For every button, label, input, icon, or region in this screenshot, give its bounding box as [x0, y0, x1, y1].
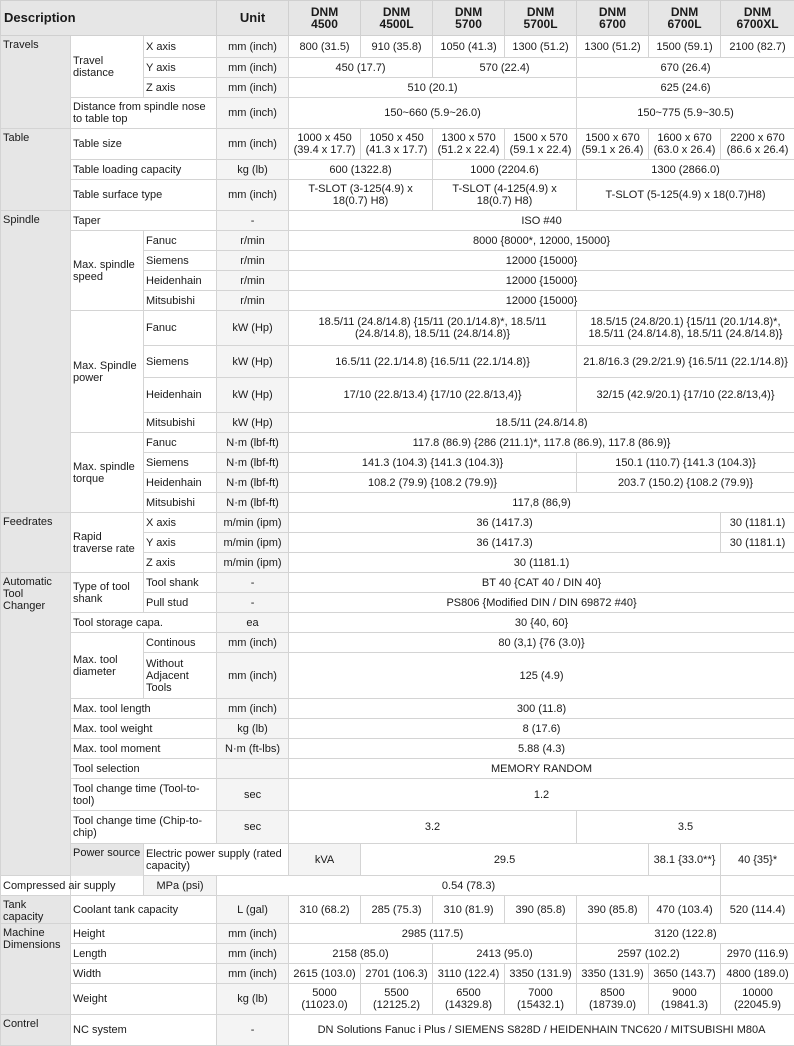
- category-cell: Contrel: [1, 1015, 71, 1046]
- value-cell: 7000 (15432.1): [505, 984, 577, 1015]
- value-cell: 5000 (11023.0): [289, 984, 361, 1015]
- unit-cell: r/min: [217, 291, 289, 311]
- label-cell: Max. tool length: [71, 699, 217, 719]
- unit-cell: mm (inch): [217, 78, 289, 98]
- value-cell: 18.5/15 (24.8/20.1) {15/11 (20.1/14.8)*, 18.5/11 (24.8/14.8), 18.5/11 (24.8/14.8)}: [577, 311, 794, 346]
- value-cell: 203.7 (150.2) {108.2 (79.9)}: [577, 473, 794, 493]
- description-header: Description: [1, 1, 217, 36]
- label-cell: X axis: [144, 513, 217, 533]
- value-cell: 30 (1181.1): [721, 533, 794, 553]
- unit-cell: r/min: [217, 231, 289, 251]
- value-cell: 2701 (106.3): [361, 964, 433, 984]
- spec-row: [1, 964, 794, 984]
- unit-cell: sec: [217, 779, 289, 811]
- spec-row: [1, 844, 794, 876]
- unit-cell: N·m (ft-lbs): [217, 739, 289, 759]
- unit-cell: sec: [217, 811, 289, 844]
- model-header: DNM 4500: [289, 1, 361, 36]
- value-cell: 117,8 (86,9): [289, 493, 794, 513]
- spec-row: [1, 924, 794, 944]
- label-cell: Width: [71, 964, 217, 984]
- value-cell: 390 (85.8): [577, 896, 649, 924]
- value-cell: 108.2 (79.9) {108.2 (79.9)}: [289, 473, 577, 493]
- unit-cell: kg (lb): [217, 160, 289, 180]
- model-header: DNM 4500L: [361, 1, 433, 36]
- label-cell: Y axis: [144, 533, 217, 553]
- value-cell: 21.8/16.3 (29.2/21.9) {16.5/11 (22.1/14.8)}: [577, 346, 794, 378]
- value-cell: DN Solutions Fanuc i Plus / SIEMENS S828D / HEIDENHAIN TNC620 / MITSUBISHI M80A: [289, 1015, 794, 1046]
- value-cell: 1.2: [289, 779, 794, 811]
- model-header: DNM 6700XL: [721, 1, 794, 36]
- value-cell: 40 {35}*: [721, 844, 794, 876]
- unit-cell: m/min (ipm): [217, 533, 289, 553]
- label-cell: Siemens: [144, 453, 217, 473]
- label-cell: Tool storage capa.: [71, 613, 217, 633]
- label-cell: Table size: [71, 129, 217, 160]
- value-cell: 3350 (131.9): [577, 964, 649, 984]
- spec-row: [1, 739, 794, 759]
- label-cell: Max. tool weight: [71, 719, 217, 739]
- unit-cell: m/min (ipm): [217, 553, 289, 573]
- value-cell: 18.5/11 (24.8/14.8) {15/11 (20.1/14.8)*, 18.5/11 (24.8/14.8), 18.5/11 (24.8/14.8)}: [289, 311, 577, 346]
- label-cell: Mitsubishi: [144, 413, 217, 433]
- header-row: [1, 1, 794, 36]
- label-cell: Fanuc: [144, 433, 217, 453]
- unit-cell: mm (inch): [217, 129, 289, 160]
- label-cell: Mitsubishi: [144, 493, 217, 513]
- spec-row: [1, 311, 794, 346]
- value-cell: T-SLOT (3-125(4.9) x 18(0.7) H8): [289, 180, 433, 211]
- label-cell: Compressed air supply: [1, 876, 144, 896]
- label-cell: Travel distance: [71, 36, 144, 98]
- value-cell: 12000 {15000}: [289, 291, 794, 311]
- label-cell: Table surface type: [71, 180, 217, 211]
- value-cell: 3650 (143.7): [649, 964, 721, 984]
- spec-row: [1, 699, 794, 719]
- unit-cell: -: [217, 211, 289, 231]
- spec-row: [1, 211, 794, 231]
- value-cell: 150.1 (110.7) {141.3 (104.3)}: [577, 453, 794, 473]
- unit-header: Unit: [217, 1, 289, 36]
- value-cell: 17/10 (22.8/13.4) {17/10 (22.8/13,4)}: [289, 378, 577, 413]
- value-cell: T-SLOT (5-125(4.9) x 18(0.7)H8): [577, 180, 794, 211]
- unit-cell: N·m (lbf-ft): [217, 493, 289, 513]
- value-cell: 3.2: [289, 811, 577, 844]
- value-cell: PS806 {Modified DIN / DIN 69872 #40}: [289, 593, 794, 613]
- label-cell: Fanuc: [144, 311, 217, 346]
- unit-cell: mm (inch): [217, 944, 289, 964]
- spec-row: [1, 1015, 794, 1046]
- unit-cell: kVA: [289, 844, 361, 876]
- label-cell: Table loading capacity: [71, 160, 217, 180]
- unit-cell: -: [217, 573, 289, 593]
- spec-row: [1, 811, 794, 844]
- label-cell: Height: [71, 924, 217, 944]
- category-cell: Spindle: [1, 211, 71, 513]
- unit-cell: mm (inch): [217, 633, 289, 653]
- value-cell: 510 (20.1): [289, 78, 577, 98]
- value-cell: 80 (3,1) {76 (3.0)}: [289, 633, 794, 653]
- label-cell: X axis: [144, 36, 217, 58]
- unit-cell: kW (Hp): [217, 311, 289, 346]
- value-cell: 150~775 (5.9~30.5): [577, 98, 794, 129]
- value-cell: 8 (17.6): [289, 719, 794, 739]
- spec-row: [1, 876, 794, 896]
- value-cell: 570 (22.4): [433, 58, 577, 78]
- value-cell: 1300 (51.2): [577, 36, 649, 58]
- value-cell: 38.1 {33.0**}: [649, 844, 721, 876]
- value-cell: 3120 (122.8): [577, 924, 794, 944]
- spec-row: [1, 129, 794, 160]
- unit-cell: mm (inch): [217, 180, 289, 211]
- spec-row: [1, 944, 794, 964]
- category-cell: Automatic Tool Changer: [1, 573, 71, 876]
- value-cell: 2615 (103.0): [289, 964, 361, 984]
- value-cell: 1500 x 670 (59.1 x 26.4): [577, 129, 649, 160]
- value-cell: 1600 x 670 (63.0 x 26.4): [649, 129, 721, 160]
- value-cell: 12000 {15000}: [289, 271, 794, 291]
- value-cell: 30 (1181.1): [721, 513, 794, 533]
- value-cell: 520 (114.4): [721, 896, 794, 924]
- label-cell: Heidenhain: [144, 473, 217, 493]
- value-cell: 5500 (12125.2): [361, 984, 433, 1015]
- label-cell: Z axis: [144, 553, 217, 573]
- model-header: DNM 5700: [433, 1, 505, 36]
- value-cell: 5.88 (4.3): [289, 739, 794, 759]
- value-cell: 390 (85.8): [505, 896, 577, 924]
- label-cell: Coolant tank capacity: [71, 896, 217, 924]
- unit-cell: mm (inch): [217, 653, 289, 699]
- spec-row: [1, 160, 794, 180]
- spec-row: [1, 759, 794, 779]
- value-cell: 16.5/11 (22.1/14.8) {16.5/11 (22.1/14.8)}: [289, 346, 577, 378]
- label-cell: Tool selection: [71, 759, 217, 779]
- label-cell: Y axis: [144, 58, 217, 78]
- value-cell: 1050 x 450 (41.3 x 17.7): [361, 129, 433, 160]
- value-cell: 30 (1181.1): [289, 553, 794, 573]
- spec-row: [1, 231, 794, 251]
- label-cell: Tool change time (Tool-to-tool): [71, 779, 217, 811]
- value-cell: 36 (1417.3): [289, 533, 721, 553]
- value-cell: 12000 {15000}: [289, 251, 794, 271]
- value-cell: 310 (68.2): [289, 896, 361, 924]
- category-cell: Table: [1, 129, 71, 211]
- value-cell: 2413 (95.0): [433, 944, 577, 964]
- value-cell: 3.5: [577, 811, 794, 844]
- value-cell: 2597 (102.2): [577, 944, 721, 964]
- value-cell: 1500 x 570 (59.1 x 22.4): [505, 129, 577, 160]
- value-cell: 8000 {8000*, 12000, 15000}: [289, 231, 794, 251]
- value-cell: 670 (26.4): [577, 58, 794, 78]
- value-cell: 1500 (59.1): [649, 36, 721, 58]
- value-cell: 300 (11.8): [289, 699, 794, 719]
- unit-cell: ea: [217, 613, 289, 633]
- spec-row: [1, 613, 794, 633]
- value-cell: 1300 (51.2): [505, 36, 577, 58]
- unit-cell: kW (Hp): [217, 378, 289, 413]
- spec-row: [1, 719, 794, 739]
- value-cell: 625 (24.6): [577, 78, 794, 98]
- value-cell: 910 (35.8): [361, 36, 433, 58]
- value-cell: 450 (17.7): [289, 58, 433, 78]
- value-cell: 36 (1417.3): [289, 513, 721, 533]
- unit-cell: N·m (lbf-ft): [217, 433, 289, 453]
- label-cell: Max. tool diameter: [71, 633, 144, 699]
- unit-cell: m/min (ipm): [217, 513, 289, 533]
- value-cell: 1000 x 450 (39.4 x 17.7): [289, 129, 361, 160]
- unit-cell: kg (lb): [217, 984, 289, 1015]
- spec-row: [1, 180, 794, 211]
- value-cell: 1300 x 570 (51.2 x 22.4): [433, 129, 505, 160]
- spec-row: [1, 98, 794, 129]
- unit-cell: MPa (psi): [144, 876, 217, 896]
- value-cell: 29.5: [361, 844, 649, 876]
- label-cell: Tool shank: [144, 573, 217, 593]
- label-cell: Heidenhain: [144, 271, 217, 291]
- spec-row: [1, 779, 794, 811]
- label-cell: Z axis: [144, 78, 217, 98]
- category-cell: Power source: [71, 844, 144, 896]
- value-cell: 0.54 (78.3): [217, 876, 721, 896]
- unit-cell: mm (inch): [217, 964, 289, 984]
- value-cell: 125 (4.9): [289, 653, 794, 699]
- label-cell: Fanuc: [144, 231, 217, 251]
- value-cell: 8500 (18739.0): [577, 984, 649, 1015]
- unit-cell: r/min: [217, 251, 289, 271]
- value-cell: 800 (31.5): [289, 36, 361, 58]
- label-cell: Weight: [71, 984, 217, 1015]
- label-cell: Siemens: [144, 346, 217, 378]
- label-cell: Type of tool shank: [71, 573, 144, 613]
- value-cell: 4800 (189.0): [721, 964, 794, 984]
- spec-row: [1, 896, 794, 924]
- spec-row: [1, 984, 794, 1015]
- value-cell: 310 (81.9): [433, 896, 505, 924]
- value-cell: 141.3 (104.3) {141.3 (104.3)}: [289, 453, 577, 473]
- unit-cell: mm (inch): [217, 699, 289, 719]
- category-cell: Travels: [1, 36, 71, 129]
- value-cell: 18.5/11 (24.8/14.8): [289, 413, 794, 433]
- model-header: DNM 5700L: [505, 1, 577, 36]
- value-cell: 6500 (14329.8): [433, 984, 505, 1015]
- label-cell: Max. spindle torque: [71, 433, 144, 513]
- value-cell: 150~660 (5.9~26.0): [289, 98, 577, 129]
- spec-row: [1, 513, 794, 533]
- unit-cell: kW (Hp): [217, 413, 289, 433]
- value-cell: 1050 (41.3): [433, 36, 505, 58]
- value-cell: 1300 (2866.0): [577, 160, 794, 180]
- unit-cell: mm (inch): [217, 924, 289, 944]
- value-cell: 3110 (122.4): [433, 964, 505, 984]
- value-cell: 32/15 (42.9/20.1) {17/10 (22.8/13,4)}: [577, 378, 794, 413]
- label-cell: Taper: [71, 211, 217, 231]
- value-cell: 285 (75.3): [361, 896, 433, 924]
- label-cell: Mitsubishi: [144, 291, 217, 311]
- value-cell: 3350 (131.9): [505, 964, 577, 984]
- label-cell: Continous: [144, 633, 217, 653]
- category-cell: Machine Dimensions: [1, 924, 71, 1015]
- model-header: DNM 6700: [577, 1, 649, 36]
- value-cell: BT 40 {CAT 40 / DIN 40}: [289, 573, 794, 593]
- spec-body: [1, 36, 794, 1046]
- unit-cell: -: [217, 1015, 289, 1046]
- label-cell: Pull stud: [144, 593, 217, 613]
- spec-row: [1, 433, 794, 453]
- value-cell: ISO #40: [289, 211, 794, 231]
- unit-cell: N·m (lbf-ft): [217, 453, 289, 473]
- category-cell: Tank capacity: [1, 896, 71, 924]
- spec-row: [1, 573, 794, 593]
- unit-cell: mm (inch): [217, 58, 289, 78]
- value-cell: 117.8 (86.9) {286 (211.1)*, 117.8 (86.9), 117.8 (86.9)}: [289, 433, 794, 453]
- model-header: DNM 6700L: [649, 1, 721, 36]
- value-cell: 2200 x 670 (86.6 x 26.4): [721, 129, 794, 160]
- value-cell: 10000 (22045.9): [721, 984, 794, 1015]
- value-cell: 2100 (82.7): [721, 36, 794, 58]
- label-cell: Electric power supply (rated capacity): [144, 844, 289, 876]
- value-cell: 2970 (116.9): [721, 944, 794, 964]
- spec-row: [1, 633, 794, 653]
- unit-cell: [217, 759, 289, 779]
- unit-cell: -: [217, 593, 289, 613]
- label-cell: Tool change time (Chip-to-chip): [71, 811, 217, 844]
- unit-cell: r/min: [217, 271, 289, 291]
- unit-cell: L (gal): [217, 896, 289, 924]
- category-cell: Feedrates: [1, 513, 71, 573]
- spec-row: [1, 36, 794, 58]
- value-cell: 470 (103.4): [649, 896, 721, 924]
- value-cell: 2158 (85.0): [289, 944, 433, 964]
- unit-cell: N·m (lbf-ft): [217, 473, 289, 493]
- label-cell: Distance from spindle nose to table top: [71, 98, 217, 129]
- label-cell: Max. tool moment: [71, 739, 217, 759]
- value-cell: 2985 (117.5): [289, 924, 577, 944]
- label-cell: Heidenhain: [144, 378, 217, 413]
- label-cell: Rapid traverse rate: [71, 513, 144, 573]
- value-cell: 1000 (2204.6): [433, 160, 577, 180]
- unit-cell: mm (inch): [217, 98, 289, 129]
- value-cell: 9000 (19841.3): [649, 984, 721, 1015]
- label-cell: Max. Spindle power: [71, 311, 144, 433]
- value-cell: 600 (1322.8): [289, 160, 433, 180]
- label-cell: Siemens: [144, 251, 217, 271]
- value-cell: MEMORY RANDOM: [289, 759, 794, 779]
- unit-cell: kg (lb): [217, 719, 289, 739]
- label-cell: NC system: [71, 1015, 217, 1046]
- value-cell: T-SLOT (4-125(4.9) x 18(0.7) H8): [433, 180, 577, 211]
- label-cell: Max. spindle speed: [71, 231, 144, 311]
- label-cell: Without Adjacent Tools: [144, 653, 217, 699]
- unit-cell: mm (inch): [217, 36, 289, 58]
- label-cell: Length: [71, 944, 217, 964]
- unit-cell: kW (Hp): [217, 346, 289, 378]
- value-cell: 30 {40, 60}: [289, 613, 794, 633]
